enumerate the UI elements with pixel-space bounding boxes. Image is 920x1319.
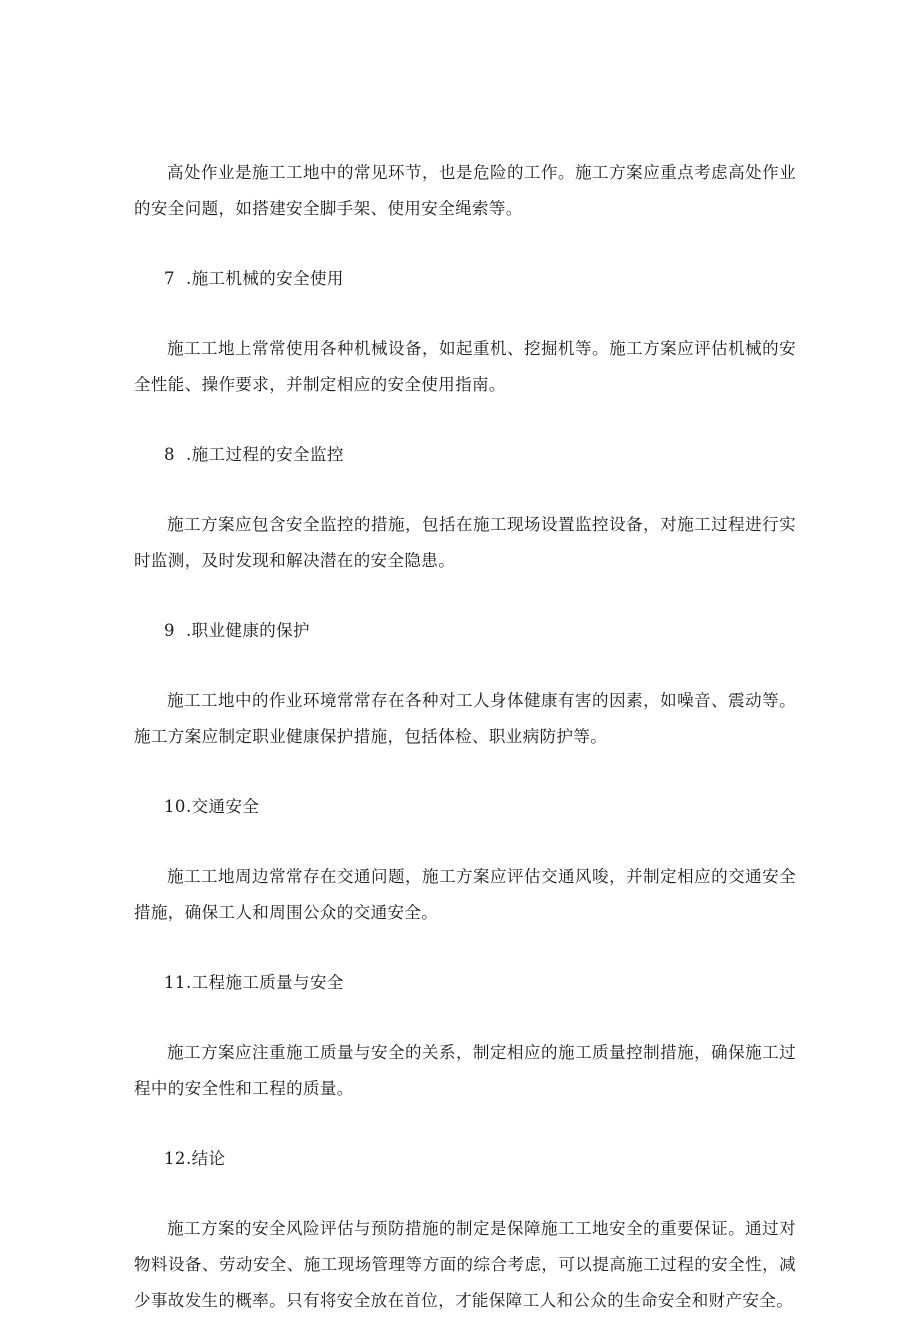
section-heading-7 bbox=[134, 261, 796, 297]
document-page bbox=[134, 155, 796, 1319]
section-number: 10 bbox=[164, 797, 186, 816]
section-body-11: 施工方案应注重施工质量与安全的关系，制定相应的施工质量控制措施，确保施工过程中的安全性和工程的质量。 bbox=[134, 1043, 796, 1098]
spacer bbox=[134, 931, 796, 965]
spacer bbox=[134, 227, 796, 261]
section-heading-11 bbox=[134, 965, 796, 1001]
section-heading-9 bbox=[134, 613, 796, 649]
section-number: 8 bbox=[164, 445, 175, 464]
section-number: 9 bbox=[164, 621, 175, 640]
section-heading-12 bbox=[134, 1141, 796, 1177]
spacer bbox=[134, 649, 796, 683]
section-number: 12 bbox=[164, 1149, 186, 1168]
section-title: .职业健康的保护 bbox=[186, 621, 310, 640]
section-body-8: 施工方案应包含安全监控的措施，包括在施工现场设置监控设备，对施工过程进行实时监测，及时发现和解决潜在的安全隐患。 bbox=[134, 515, 796, 570]
section-title: .施工过程的安全监控 bbox=[186, 445, 344, 464]
spacer bbox=[134, 1107, 796, 1141]
spacer bbox=[134, 403, 796, 437]
section-body-10: 施工工地周边常常存在交通问题，施工方案应评估交通风唆，并制定相应的交通安全措施，确保工人和周围公众的交通安全。 bbox=[134, 867, 796, 922]
section-body-12: 施工方案的安全风险评估与预防措施的制定是保障施工工地安全的重要保证。通过对物料设备、劳动安全、施工现场管理等方面的综合考虑，可以提高施工过程的安全性，减少事故发生的概率。只有将安全放在首位，才能保障工人和公众的生命安全和财产安全。 bbox=[134, 1219, 796, 1310]
spacer bbox=[134, 297, 796, 331]
spacer bbox=[134, 825, 796, 859]
section-title: .交通安全 bbox=[186, 797, 260, 816]
spacer bbox=[134, 755, 796, 789]
intro-paragraph: 高处作业是施工工地中的常见环节，也是危险的工作。施工方案应重点考虑高处作业的安全问题，如搭建安全脚手架、使用安全绳索等。 bbox=[134, 163, 796, 218]
section-number: 7 bbox=[164, 269, 175, 288]
spacer bbox=[134, 1177, 796, 1211]
spacer bbox=[134, 473, 796, 507]
section-body-9: 施工工地中的作业环境常常存在各种对工人身体健康有害的因素，如噪音、震动等。施工方案应制定职业健康保护措施，包括体检、职业病防护等。 bbox=[134, 691, 796, 746]
spacer bbox=[134, 579, 796, 613]
section-body-7: 施工工地上常常使用各种机械设备，如起重机、挖掘机等。施工方案应评估机械的安全性能、操作要求，并制定相应的安全使用指南。 bbox=[134, 339, 796, 394]
section-heading-8 bbox=[134, 437, 796, 473]
section-title: .施工机械的安全使用 bbox=[186, 269, 344, 288]
section-heading-10 bbox=[134, 789, 796, 825]
section-number: 11 bbox=[164, 973, 186, 992]
spacer bbox=[134, 1001, 796, 1035]
section-title: .工程施工质量与安全 bbox=[186, 973, 344, 992]
section-title: .结论 bbox=[186, 1149, 226, 1168]
